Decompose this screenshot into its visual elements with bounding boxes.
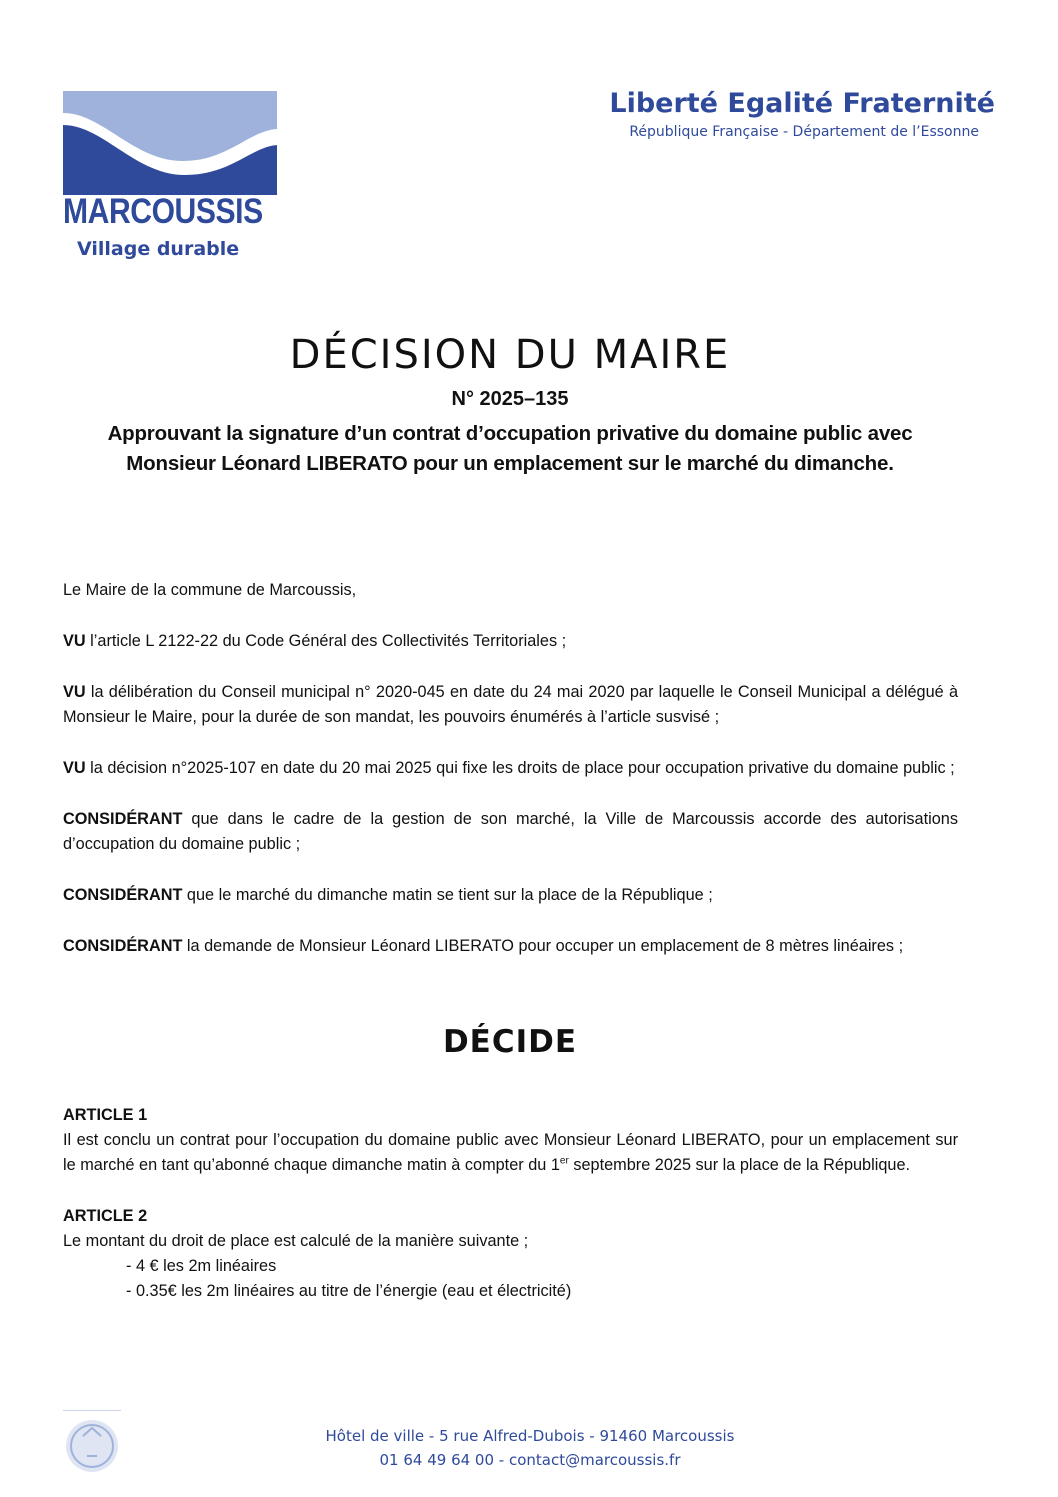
article-2 — [63, 1204, 958, 1304]
document-title: DÉCISION DU MAIRE — [289, 332, 731, 378]
article-1-heading: ARTICLE 1 — [63, 1106, 148, 1124]
preamble-paragraph: Le Maire de la commune de Marcoussis, — [63, 581, 357, 599]
motto-main: Liberté Egalité Fraternité — [609, 88, 995, 119]
fee-item: - 4 € les 2m linéaires — [126, 1254, 958, 1279]
decision-subject: Approuvant la signature d’un contrat d’occupation privative du domaine public avec Monsieur Léonard LIBERATO pour un emplacement sur le marché du dimanche. — [107, 422, 913, 475]
logo-wave-icon — [63, 91, 277, 195]
preamble-paragraph: CONSIDÉRANT la demande de Monsieur Léonard LIBERATO pour occuper un emplacement de 8 mètres linéaires ; — [63, 937, 904, 955]
decision-number: N° 2025–135 — [451, 388, 569, 410]
preamble-paragraph: CONSIDÉRANT que le marché du dimanche matin se tient sur la place de la République ; — [63, 886, 713, 904]
preamble-paragraph: VU la décision n°2025-107 en date du 20 mai 2025 qui fixe les droits de place pour occupation privative du domaine public ; — [63, 759, 955, 777]
footer-address: Hôtel de ville - 5 rue Alfred-Dubois - 91460 Marcoussis — [325, 1427, 735, 1445]
preamble — [63, 578, 958, 985]
article-2-text: Le montant du droit de place est calculé de la manière suivante ; — [63, 1232, 529, 1250]
logo-slogan: Village durable — [77, 238, 240, 260]
decide-heading: DÉCIDE — [442, 1024, 578, 1060]
article-2-heading: ARTICLE 2 — [63, 1207, 148, 1225]
footer-contact: 01 64 49 64 00 - contact@marcoussis.fr — [379, 1451, 681, 1469]
recycled-paper-icon — [63, 1410, 121, 1480]
preamble-paragraph: CONSIDÉRANT que dans le cadre de la gestion de son marché, la Ville de Marcoussis accorde des autorisations d’occupation du domaine public ; — [63, 810, 958, 853]
footer — [250, 1424, 810, 1472]
republic-motto — [609, 86, 995, 142]
logo-name: MARCOUSSIS — [63, 192, 263, 231]
preamble-paragraph: VU la délibération du Conseil municipal n° 2020-045 en date du 24 mai 2020 par laquelle le Conseil Municipal a délégué à Monsieur le Maire, pour la durée de son mandat, les pouvoirs énumérés à l’article susvisé ; — [63, 683, 958, 726]
preamble-paragraph: VU l’article L 2122-22 du Code Général des Collectivités Territoriales ; — [63, 632, 567, 650]
articles — [63, 1103, 958, 1330]
marcoussis-logo — [63, 91, 278, 266]
fee-list — [63, 1254, 958, 1304]
motto-sub: République Française - Département de l’Essonne — [629, 124, 979, 140]
article-1 — [63, 1103, 958, 1178]
article-1-text: Il est conclu un contrat pour l’occupation du domaine public avec Monsieur Léonard LIBERATO, pour un emplacement sur le marché en tant qu’abonné chaque dimanche matin à compter du 1er septembre 2025 sur la place de la République. — [63, 1131, 958, 1174]
fee-item: - 0.35€ les 2m linéaires au titre de l’énergie (eau et électricité) — [126, 1279, 958, 1304]
